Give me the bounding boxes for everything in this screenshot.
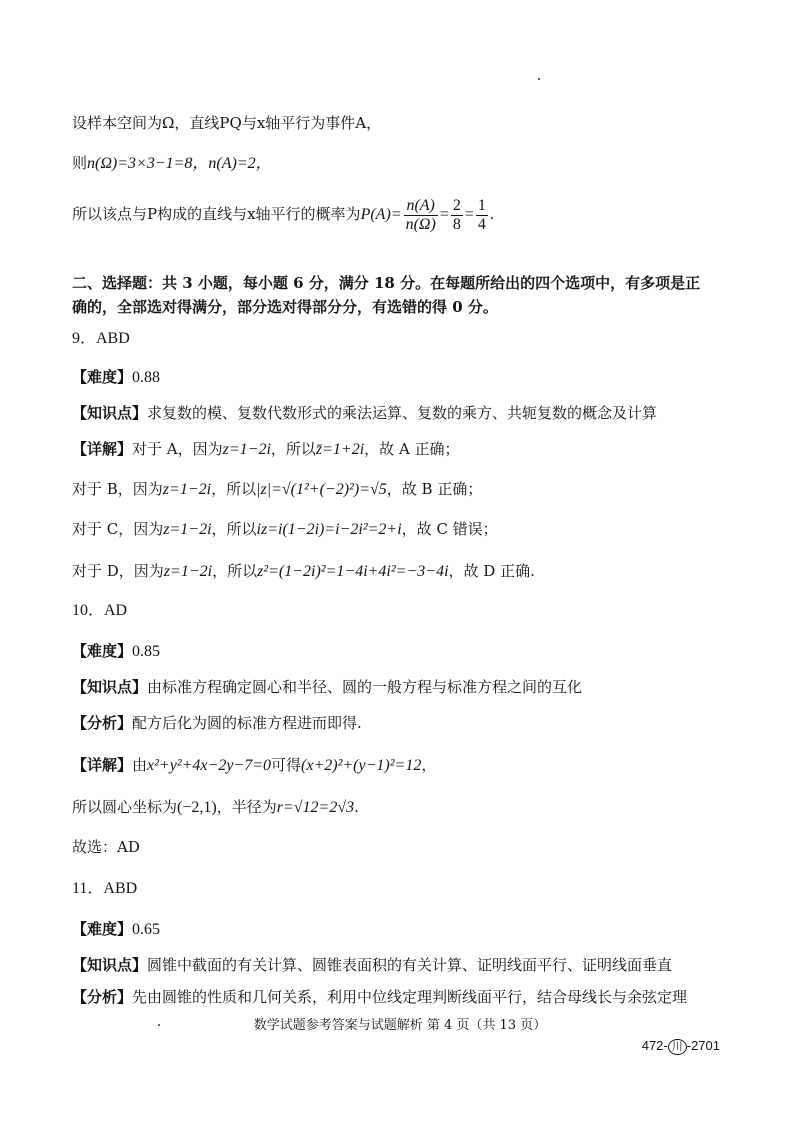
q9-detail-b bbox=[72, 478, 730, 501]
q11-knowledge-tag: 【知识点】 bbox=[72, 956, 148, 974]
q9-c-math-2: iz=i(1−2i)=i−2i²=2+i bbox=[256, 521, 402, 538]
q9-knowledge-tag: 【知识点】 bbox=[72, 404, 148, 422]
q10-detail-math-1: x²+y²+4x−2y−7=0 bbox=[147, 757, 272, 774]
q9-a-mid: ，所以 bbox=[270, 440, 316, 458]
q10-difficulty-value: 0.85 bbox=[132, 643, 161, 660]
q9-d-math-2: z²=(1−2i)²=1−4i+4i²=−3−4i bbox=[257, 563, 449, 580]
prev-fraction-3-numerator: 1 bbox=[477, 196, 486, 214]
document-code bbox=[642, 1038, 720, 1055]
prev-fraction-2 bbox=[451, 197, 463, 234]
q11-analysis-text: 先由圆锥的性质和几何关系，利用中位线定理判断线面平行，结合母线长与余弦定理 bbox=[132, 988, 688, 1006]
q10-center-mid: ，半径为 bbox=[216, 798, 277, 816]
q9-knowledge bbox=[72, 402, 730, 424]
q9-knowledge-text: 求复数的模、复数代数形式的乘法运算、复数的乘方、共轭复数的概念及计算 bbox=[147, 404, 658, 422]
q10-detail-mid: 可得 bbox=[271, 756, 302, 774]
document-code-suffix: -2701 bbox=[686, 1038, 720, 1053]
q9-c-suffix: ，故 C 错误； bbox=[401, 520, 498, 538]
q10-answer: 10．AD bbox=[72, 602, 128, 619]
q10-detail bbox=[72, 754, 730, 777]
prev-line-2-math: n(Ω)=3×3−1=8，n(A)=2， bbox=[87, 155, 272, 172]
section-heading-line-1: 二、选择题：共 3 小题，每小题 6 分，满分 18 分。在每题所给出的四个选项中，有多项是正 bbox=[72, 274, 701, 292]
q9-d-prefix: 对于 D，因为 bbox=[72, 562, 164, 580]
q9-difficulty-tag: 【难度】 bbox=[72, 368, 133, 386]
prev-line-3: 所以该点与P构成的直线与x轴平行的概率为P(A)= $\frac{n(A)}{n(\Omega)}$ = $\frac{2}{8}$ = $\frac{1}{4}$ . bbox=[72, 196, 494, 233]
q9-detail-a bbox=[72, 438, 730, 461]
q10-choice: 故选：AD bbox=[72, 838, 140, 856]
q10-knowledge-text: 由标准方程确定圆心和半径、圆的一般方程与标准方程之间的互化 bbox=[147, 678, 583, 696]
q10-knowledge bbox=[72, 676, 730, 698]
prev-fraction-2-denominator: 8 bbox=[452, 215, 461, 233]
q10-center-suffix: . bbox=[354, 798, 359, 816]
q11-analysis-tag: 【分析】 bbox=[72, 988, 133, 1006]
page-footer: 数学试题参考答案与试题解析 第 4 页（共 13 页） bbox=[253, 1018, 547, 1033]
q10-difficulty bbox=[72, 640, 730, 663]
q9-difficulty-value: 0.88 bbox=[132, 369, 161, 386]
q11-difficulty bbox=[72, 918, 730, 941]
q11-analysis bbox=[72, 986, 730, 1008]
q10-analysis bbox=[72, 712, 730, 734]
q10-center bbox=[72, 796, 730, 819]
q11-knowledge bbox=[72, 954, 730, 976]
q11-knowledge-text: 圆锥中截面的有关计算、圆锥表面积的有关计算、证明线面平行、证明线面垂直 bbox=[147, 956, 673, 974]
q9-a-math-1: z=1−2i bbox=[222, 441, 271, 458]
q11-difficulty-tag: 【难度】 bbox=[72, 920, 133, 938]
prev-probability-label: P(A)= bbox=[360, 206, 402, 223]
q10-center-prefix: 所以圆心坐标为 bbox=[72, 798, 178, 816]
q9-c-prefix: 对于 C，因为 bbox=[72, 520, 164, 538]
speck-mark bbox=[538, 78, 540, 80]
prev-fraction-1-denominator: n(Ω) bbox=[405, 215, 436, 233]
q9-answer: 9．ABD bbox=[72, 330, 130, 347]
speck-mark bbox=[158, 1024, 160, 1026]
q9-a-suffix: ，故 A 正确； bbox=[364, 440, 460, 458]
prev-line-2-prefix: 则 bbox=[72, 154, 88, 172]
q10-center-math: (−2,1) bbox=[177, 799, 217, 816]
prev-line-2 bbox=[72, 152, 730, 175]
q9-detail-c bbox=[72, 518, 730, 541]
q10-analysis-text: 配方后化为圆的标准方程进而即得. bbox=[132, 714, 362, 732]
prev-line-1: 设样本空间为Ω，直线PQ与x轴平行为事件A， bbox=[72, 114, 382, 132]
q10-analysis-tag: 【分析】 bbox=[72, 714, 133, 732]
prev-fraction-1-numerator: n(A) bbox=[404, 197, 438, 216]
q9-d-suffix: ，故 D 正确. bbox=[448, 562, 535, 580]
q9-detail-d bbox=[72, 560, 730, 583]
q10-detail-prefix: 由 bbox=[132, 756, 148, 774]
q11-difficulty-value: 0.65 bbox=[132, 921, 161, 938]
q9-b-prefix: 对于 B，因为 bbox=[72, 480, 163, 498]
document-code-prefix: 472- bbox=[641, 1038, 668, 1053]
prev-fraction-3 bbox=[476, 197, 488, 234]
q9-a-math-2: z̄=1+2i bbox=[315, 441, 365, 458]
q10-radius-math: r=√12=2√3 bbox=[276, 799, 355, 816]
q9-a-prefix: 对于 A，因为 bbox=[132, 440, 223, 458]
prev-fraction-2-numerator: 2 bbox=[452, 196, 461, 214]
q9-c-mid: ，所以 bbox=[211, 520, 257, 538]
q9-difficulty bbox=[72, 366, 730, 389]
q9-b-math-2: |z|=√(1²+(−2)²)=√5 bbox=[256, 481, 387, 498]
q10-difficulty-tag: 【难度】 bbox=[72, 642, 133, 660]
q9-d-mid: ，所以 bbox=[212, 562, 258, 580]
q9-b-suffix: ，故 B 正确； bbox=[386, 480, 483, 498]
prev-fraction-1 bbox=[404, 197, 438, 234]
prev-line-3-prefix: 所以该点与P构成的直线与x轴平行的概率为 bbox=[72, 205, 361, 223]
q10-detail-math-2: (x+2)²+(y−1)²=12 bbox=[301, 757, 422, 774]
section-heading-line-2: 确的，全部选对得满分，部分选对得部分分，有选错的得 0 分。 bbox=[72, 298, 498, 316]
q10-detail-tag: 【详解】 bbox=[72, 756, 133, 774]
q9-c-math-1: z=1−2i bbox=[163, 521, 212, 538]
q11-answer: 11．ABD bbox=[72, 880, 138, 897]
q9-b-mid: ，所以 bbox=[211, 480, 257, 498]
q9-detail-tag: 【详解】 bbox=[72, 440, 133, 458]
q10-knowledge-tag: 【知识点】 bbox=[72, 678, 148, 696]
document-code-circled: 川 bbox=[668, 1039, 687, 1055]
q9-d-math-1: z=1−2i bbox=[163, 563, 213, 580]
q9-b-math-1: z=1−2i bbox=[162, 481, 212, 498]
prev-fraction-3-denominator: 4 bbox=[477, 215, 486, 233]
q10-detail-suffix: ， bbox=[421, 756, 437, 774]
